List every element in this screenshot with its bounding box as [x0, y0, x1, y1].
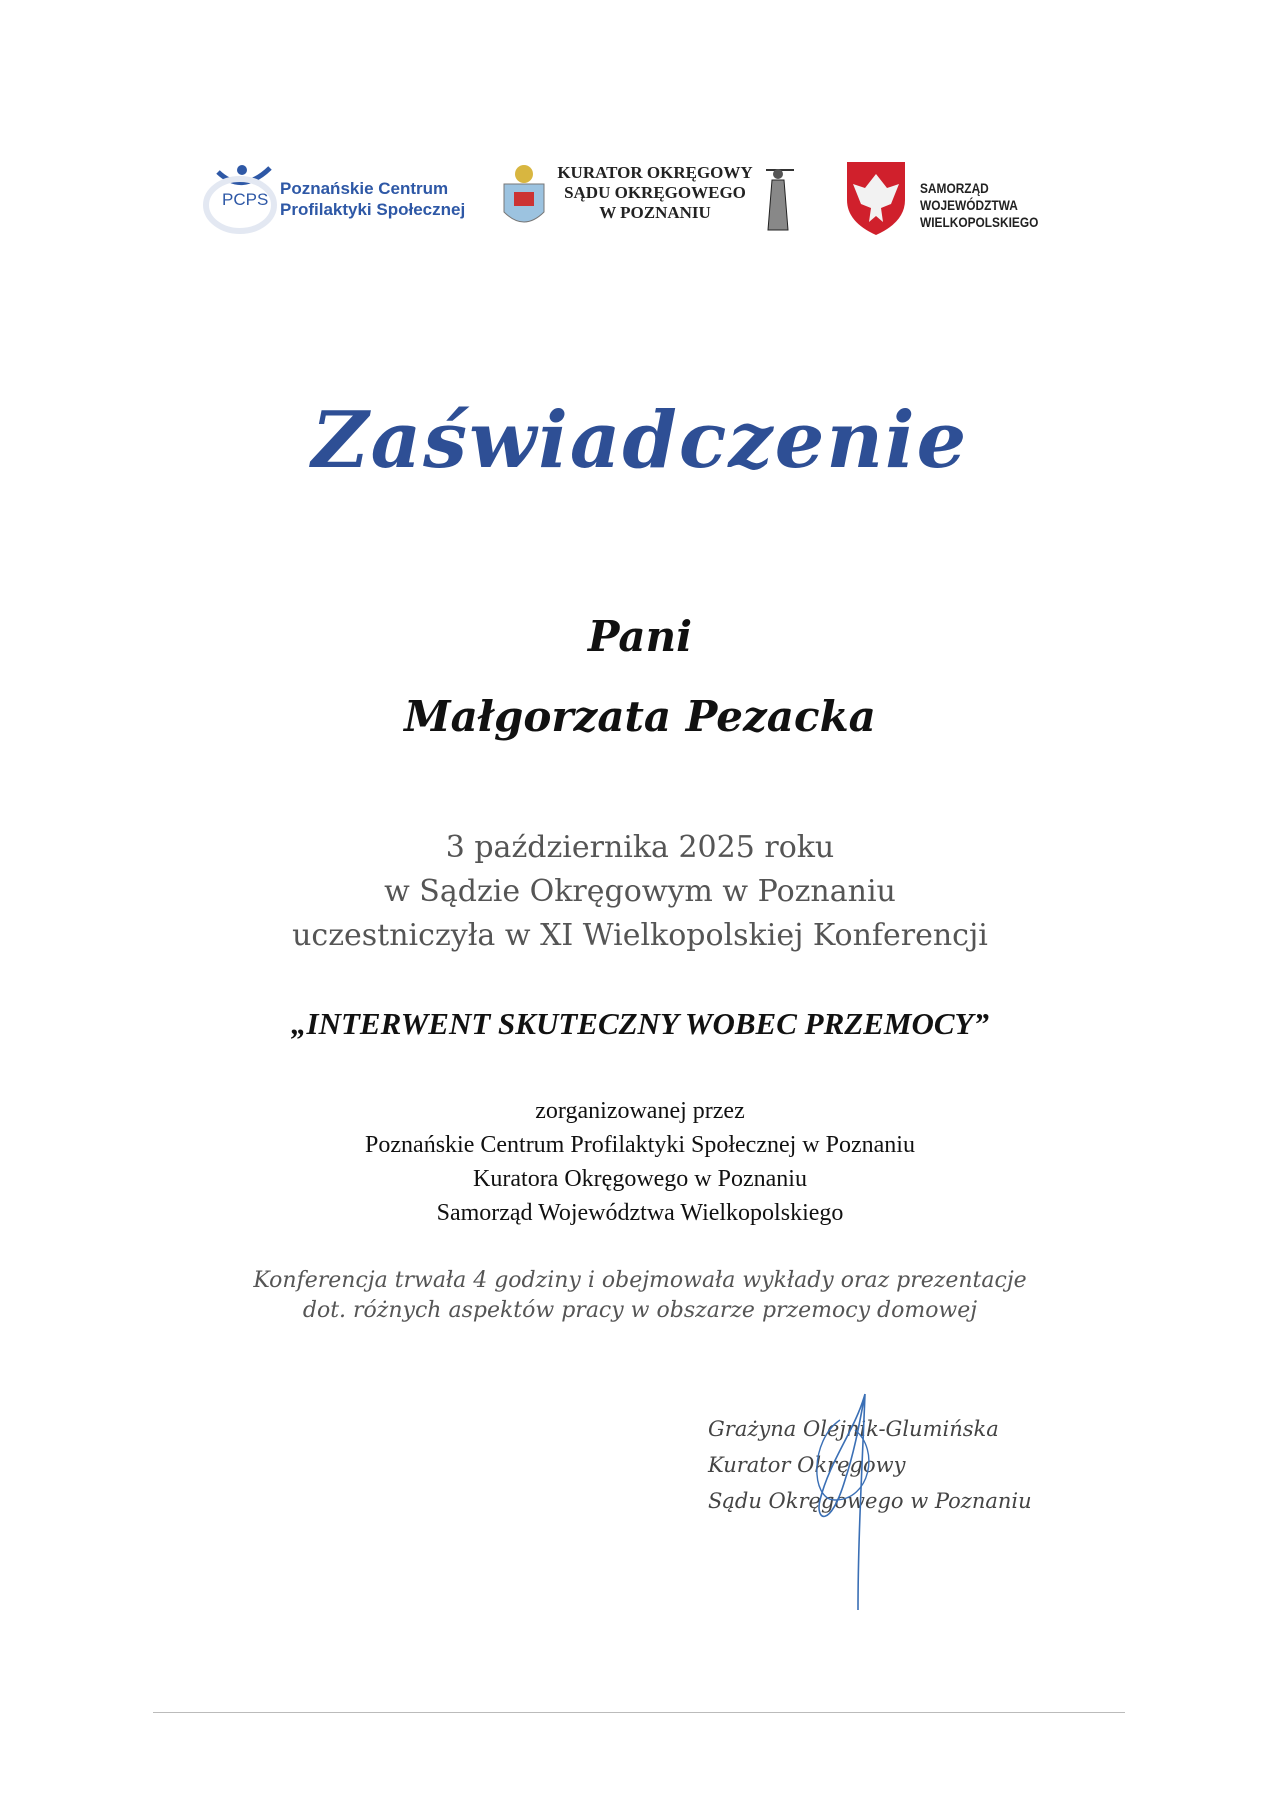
- footer-divider: [153, 1712, 1125, 1713]
- kurator-line1: KURATOR OKRĘGOWY: [557, 163, 753, 182]
- participation-text: uczestniczyła w XI Wielkopolskiej Konferencji: [292, 918, 988, 953]
- pcps-name-line1: Poznańskie Centrum: [280, 179, 449, 198]
- conference-name: „INTERWENT SKUTECZNY WOBEC PRZEMOCY”: [291, 1006, 989, 1041]
- description-line2: dot. różnych aspektów pracy w obszarze przemocy domowej: [302, 1298, 978, 1323]
- organizer-item: Kuratora Okręgowego w Poznaniu: [473, 1166, 807, 1192]
- signatory-name: Grażyna Olejnik-Glumińska: [708, 1417, 999, 1441]
- signatory-role: Kurator Okręgowy: [708, 1453, 906, 1477]
- event-date: 3 października 2025 roku: [445, 830, 835, 865]
- recipient-name: Małgorzata Pezacka: [404, 692, 876, 741]
- organizer-item: Poznańskie Centrum Profilaktyki Społecznej w Poznaniu: [365, 1132, 915, 1158]
- justice-statue-icon: [758, 160, 798, 235]
- kurator-logo: [500, 160, 810, 235]
- salutation: Pani: [587, 612, 693, 661]
- event-place: w Sądzie Okręgowym w Poznaniu: [384, 874, 896, 909]
- handwritten-signature: [800, 1390, 890, 1620]
- samorzad-logo: [845, 160, 1105, 240]
- poznan-coat-of-arms-icon: [500, 162, 548, 232]
- kurator-line2: SĄDU OKRĘGOWEGO: [564, 183, 746, 202]
- description-line1: Konferencja trwała 4 godziny i obejmowała wykłady oraz prezentacje: [253, 1268, 1027, 1293]
- pcps-name-line2: Profilaktyki Społecznej: [280, 200, 466, 219]
- samorzad-line1: SAMORZĄD WOJEWÓDZTWA: [920, 180, 1018, 213]
- wielkopolska-eagle-shield-icon: [845, 160, 907, 236]
- pcps-logo: [200, 160, 480, 235]
- organizers-intro: zorganizowanej przez: [535, 1098, 745, 1124]
- samorzad-line2: WIELKOPOLSKIEGO: [920, 214, 1039, 230]
- document-title: Zaświadczenie: [311, 395, 969, 486]
- pcps-abbr: PCPS: [222, 190, 269, 209]
- signatory-institution: Sądu Okręgowego w Poznaniu: [708, 1489, 1032, 1513]
- organizer-item: Samorząd Województwa Wielkopolskiego: [436, 1200, 844, 1226]
- kurator-line3: W POZNANIU: [599, 203, 711, 222]
